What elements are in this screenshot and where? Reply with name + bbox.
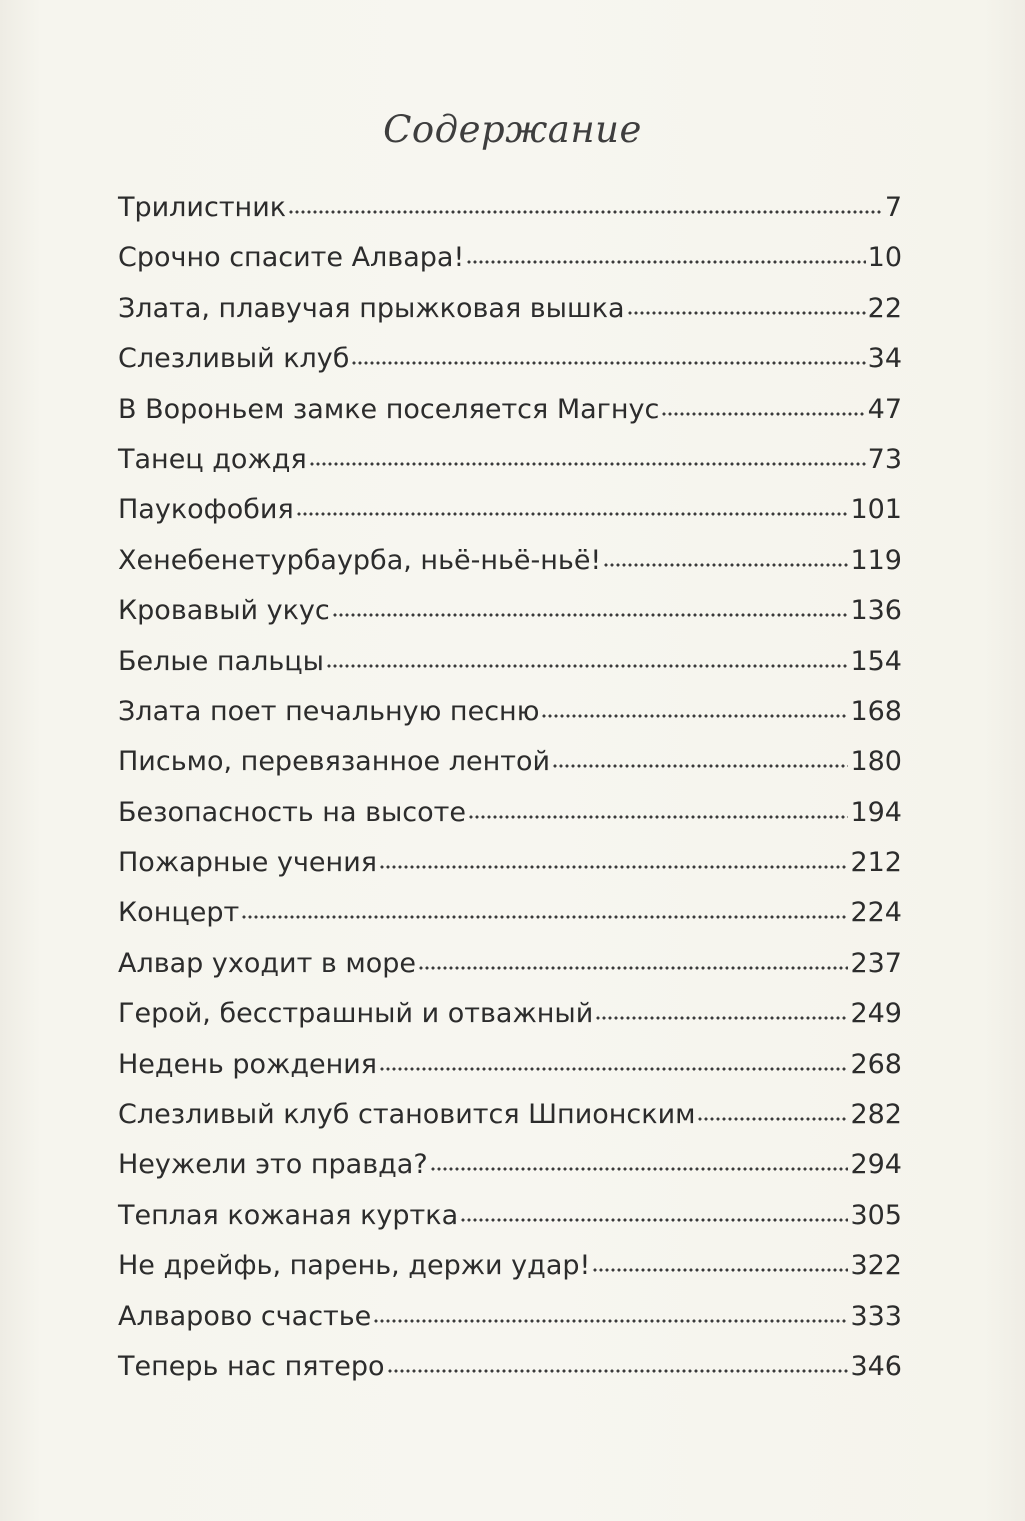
dot-leader: [241, 915, 848, 919]
toc-entry: [118, 948, 902, 998]
toc-entry-page-number: 180: [850, 746, 902, 778]
toc-entry: [118, 293, 902, 343]
toc-entry: [118, 998, 902, 1048]
dot-leader: [326, 664, 848, 668]
toc-entry-title: Алварово счастье: [118, 1300, 372, 1332]
dot-leader: [373, 1319, 848, 1323]
toc-entry: [118, 847, 902, 897]
toc-entry-title: В Вороньем замке поселяется Магнус: [118, 393, 660, 425]
toc-entry-title: Герой, бесстрашный и отважный: [118, 998, 594, 1030]
dot-leader: [379, 1067, 848, 1071]
dot-leader: [379, 865, 848, 869]
toc-entry-page-number: 168: [850, 695, 902, 727]
dot-leader: [332, 613, 849, 617]
toc-entry-title: Злата поет печальную песню: [118, 695, 540, 727]
toc-entry: [118, 696, 902, 746]
dot-leader: [541, 714, 848, 718]
toc-entry-page-number: 136: [850, 595, 902, 627]
toc-entry-title: Пожарные учения: [118, 847, 377, 879]
toc-entry: [118, 494, 902, 544]
dot-leader: [387, 1369, 849, 1373]
dot-leader: [603, 563, 848, 567]
toc-entry: [118, 1049, 902, 1099]
dot-leader: [661, 412, 865, 416]
toc-entry-title: Белые пальцы: [118, 645, 324, 677]
toc-entry-page-number: 237: [850, 947, 902, 979]
toc-entry-page-number: 249: [850, 998, 902, 1030]
table-of-contents: [118, 192, 902, 1401]
toc-entry: [118, 746, 902, 796]
dot-leader: [466, 260, 865, 264]
toc-entry-title: Не дрейфь, парень, держи удар!: [118, 1250, 591, 1282]
toc-entry: [118, 1351, 902, 1401]
toc-entry: [118, 394, 902, 444]
toc-entry-title: Теперь нас пятеро: [118, 1350, 385, 1382]
toc-entry-page-number: 10: [867, 242, 902, 274]
toc-entry-page-number: 212: [850, 847, 902, 879]
toc-entry: [118, 1099, 902, 1149]
toc-entry-title: Неужели это правда?: [118, 1149, 428, 1181]
dot-leader: [351, 361, 865, 365]
dot-leader: [697, 1117, 848, 1121]
dot-leader: [430, 1167, 849, 1171]
dot-leader: [288, 210, 883, 214]
toc-entry-page-number: 346: [850, 1350, 902, 1382]
toc-entry: [118, 444, 902, 494]
toc-entry-page-number: 294: [850, 1149, 902, 1181]
dot-leader: [468, 815, 848, 819]
toc-entry-page-number: 22: [867, 292, 902, 324]
toc-entry: [118, 242, 902, 292]
toc-entry-page-number: 305: [850, 1199, 902, 1231]
dot-leader: [309, 462, 866, 466]
toc-entry: [118, 1250, 902, 1300]
toc-entry-title: Трилистник: [118, 192, 287, 223]
toc-entry-page-number: 7: [884, 192, 902, 223]
toc-entry-title: Концерт: [118, 897, 240, 929]
toc-entry-title: Недень рождения: [118, 1048, 378, 1080]
page-title: Содержание: [383, 108, 642, 151]
toc-entry-title: Злата, плавучая прыжковая вышка: [118, 292, 625, 324]
toc-entry-title: Безопасность на высоте: [118, 796, 467, 828]
toc-entry-page-number: 268: [850, 1048, 902, 1080]
toc-entry-title: Срочно спасите Алвара!: [118, 242, 465, 274]
toc-entry: [118, 343, 902, 393]
toc-entry-page-number: 282: [850, 1099, 902, 1131]
dot-leader: [627, 311, 866, 315]
toc-entry: [118, 897, 902, 947]
toc-entry-page-number: 322: [850, 1250, 902, 1282]
dot-leader: [418, 966, 848, 970]
toc-entry-title: Алвар уходит в море: [118, 947, 417, 979]
toc-entry-page-number: 224: [850, 897, 902, 929]
toc-entry-title: Слезливый клуб становится Шпионским: [118, 1099, 696, 1131]
toc-entry-page-number: 333: [850, 1300, 902, 1332]
toc-entry-page-number: 34: [867, 343, 902, 375]
toc-entry: [118, 1149, 902, 1199]
toc-entry-title: Кровавый укус: [118, 595, 330, 627]
dot-leader: [595, 1016, 848, 1020]
toc-entry-page-number: 73: [867, 443, 902, 475]
toc-entry: [118, 1301, 902, 1351]
toc-entry: [118, 1200, 902, 1250]
toc-entry-title: Теплая кожаная куртка: [118, 1199, 459, 1231]
toc-entry-title: Слезливый клуб: [118, 343, 350, 375]
toc-entry-title: Хенебенетурбаурба, ньё-ньё-ньё!: [118, 544, 602, 576]
toc-entry-page-number: 119: [850, 544, 902, 576]
dot-leader: [592, 1268, 848, 1272]
toc-entry-page-number: 154: [850, 645, 902, 677]
toc-entry-page-number: 194: [850, 796, 902, 828]
toc-entry: [118, 595, 902, 645]
dot-leader: [552, 764, 848, 768]
toc-entry: [118, 646, 902, 696]
toc-entry-title: Письмо, перевязанное лентой: [118, 746, 551, 778]
toc-entry: [118, 797, 902, 847]
toc-entry: [118, 192, 902, 242]
toc-entry-title: Танец дождя: [118, 443, 307, 475]
toc-entry-page-number: 47: [867, 393, 902, 425]
toc-entry-page-number: 101: [850, 494, 902, 526]
dot-leader: [296, 512, 849, 516]
toc-entry: [118, 545, 902, 595]
dot-leader: [460, 1218, 848, 1222]
toc-entry-title: Паукофобия: [118, 494, 294, 526]
